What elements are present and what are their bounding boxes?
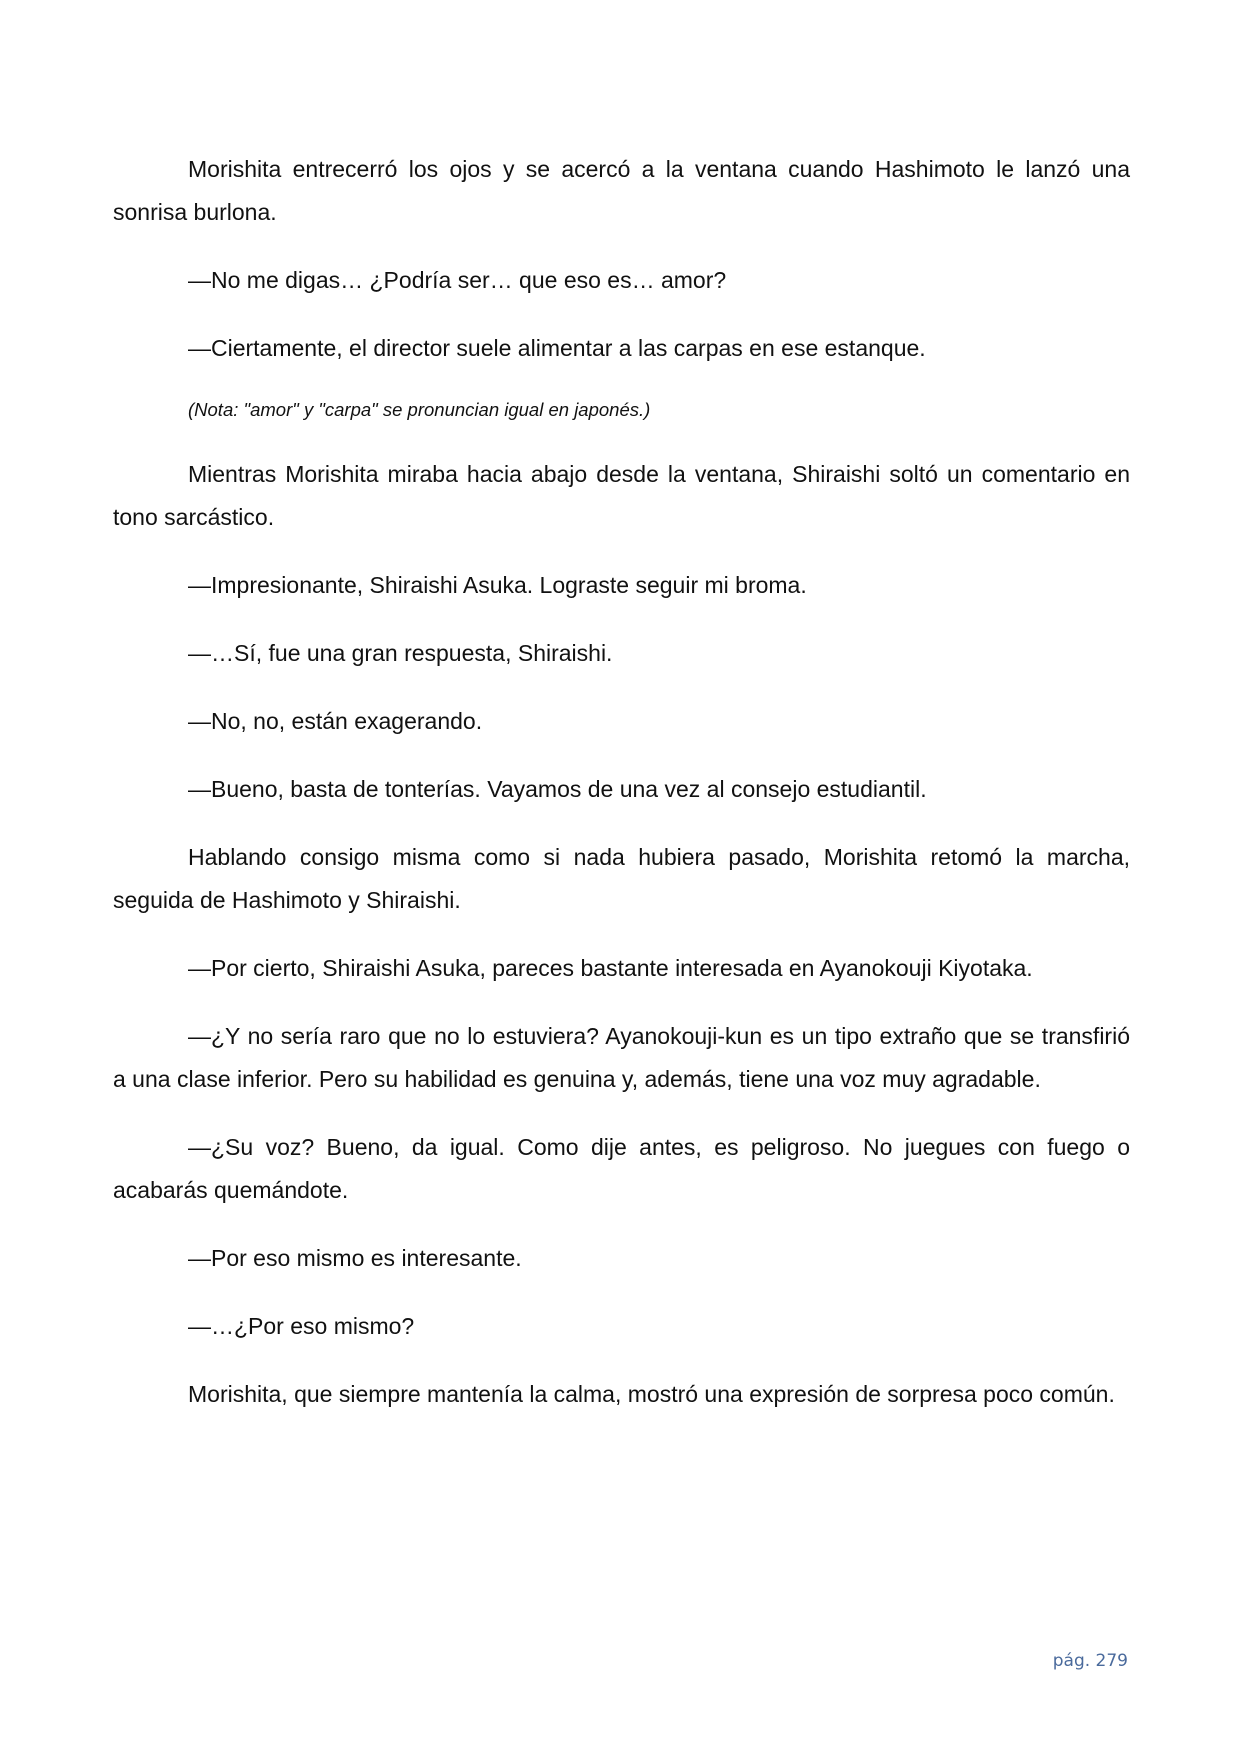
- paragraph-dialogue: —No me digas… ¿Podría ser… que eso es… amor?: [188, 267, 727, 293]
- document-body: [113, 148, 1130, 1441]
- paragraph-narration: Morishita entrecerró los ojos y se acercó a la ventana cuando Hashimoto le lanzó una sonrisa burlona.: [113, 156, 1130, 225]
- paragraph-dialogue: —Ciertamente, el director suele alimentar a las carpas en ese estanque.: [188, 335, 926, 361]
- paragraph-narration: Morishita, que siempre mantenía la calma, mostró una expresión de sorpresa poco común.: [188, 1381, 1115, 1407]
- page-number: pág. 279: [1052, 1651, 1128, 1671]
- translator-note: (Nota: "amor" y "carpa" se pronuncian igual en japonés.): [188, 399, 651, 420]
- paragraph-narration: Hablando consigo misma como si nada hubiera pasado, Morishita retomó la marcha, seguida de Hashimoto y Shiraishi.: [113, 844, 1130, 913]
- paragraph-dialogue: —Bueno, basta de tonterías. Vayamos de una vez al consejo estudiantil.: [188, 776, 927, 802]
- paragraph-narration: Mientras Morishita miraba hacia abajo desde la ventana, Shiraishi soltó un comentario en tono sarcástico.: [113, 461, 1130, 530]
- paragraph-dialogue: —Por eso mismo es interesante.: [188, 1245, 522, 1271]
- paragraph-dialogue: —…¿Por eso mismo?: [188, 1313, 415, 1339]
- paragraph-dialogue: —Por cierto, Shiraishi Asuka, pareces bastante interesada en Ayanokouji Kiyotaka.: [188, 955, 1033, 981]
- paragraph-dialogue: —Impresionante, Shiraishi Asuka. Lograste seguir mi broma.: [188, 572, 807, 598]
- paragraph-dialogue: —¿Su voz? Bueno, da igual. Como dije antes, es peligroso. No juegues con fuego o acabarás quemándote.: [113, 1134, 1130, 1203]
- paragraph-dialogue: —No, no, están exagerando.: [188, 708, 483, 734]
- paragraph-dialogue: —…Sí, fue una gran respuesta, Shiraishi.: [188, 640, 613, 666]
- paragraph-dialogue: —¿Y no sería raro que no lo estuviera? Ayanokouji-kun es un tipo extraño que se transfirió a una clase inferior. Pero su habilidad es genuina y, además, tiene una voz muy agradable.: [113, 1023, 1130, 1092]
